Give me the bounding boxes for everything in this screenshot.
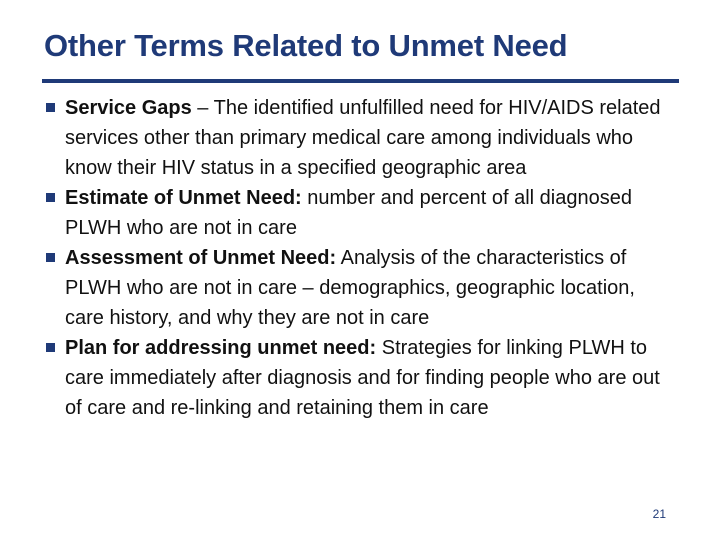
bullet-text: Strategies for linking PLWH to care immediately after diagnosis and for finding people who are out of care and re-linking and retaining them in care bbox=[65, 337, 660, 419]
bullet-item-assessment bbox=[46, 243, 676, 333]
square-bullet-icon bbox=[46, 343, 55, 352]
bullet-term: Estimate of Unmet Need: bbox=[65, 187, 302, 209]
bullet-term: Plan for addressing unmet need: bbox=[65, 337, 377, 359]
square-bullet-icon bbox=[46, 193, 55, 202]
bullet-term: Assessment of Unmet Need: bbox=[65, 247, 337, 269]
bullet-text: number and percent of all diagnosed PLWH who are not in care bbox=[65, 187, 632, 239]
bullet-text: – The identified unfulfilled need for HIV/AIDS related services other than primary medical care among individuals who know their HIV status in a specified geographic area bbox=[65, 97, 661, 179]
bullet-list bbox=[46, 93, 676, 423]
bullet-item-service-gaps bbox=[46, 93, 676, 183]
bullet-term: Service Gaps bbox=[65, 97, 192, 119]
bullet-item-plan bbox=[46, 333, 676, 423]
square-bullet-icon bbox=[46, 103, 55, 112]
bullet-text: Analysis of the characteristics of PLWH who are not in care – demographics, geographic location, care history, and why they are not in care bbox=[65, 247, 635, 329]
title-underline bbox=[42, 79, 679, 83]
bullet-item-estimate bbox=[46, 183, 676, 243]
page-number: 21 bbox=[652, 507, 666, 521]
slide-title: Other Terms Related to Unmet Need bbox=[44, 28, 568, 63]
square-bullet-icon bbox=[46, 253, 55, 262]
